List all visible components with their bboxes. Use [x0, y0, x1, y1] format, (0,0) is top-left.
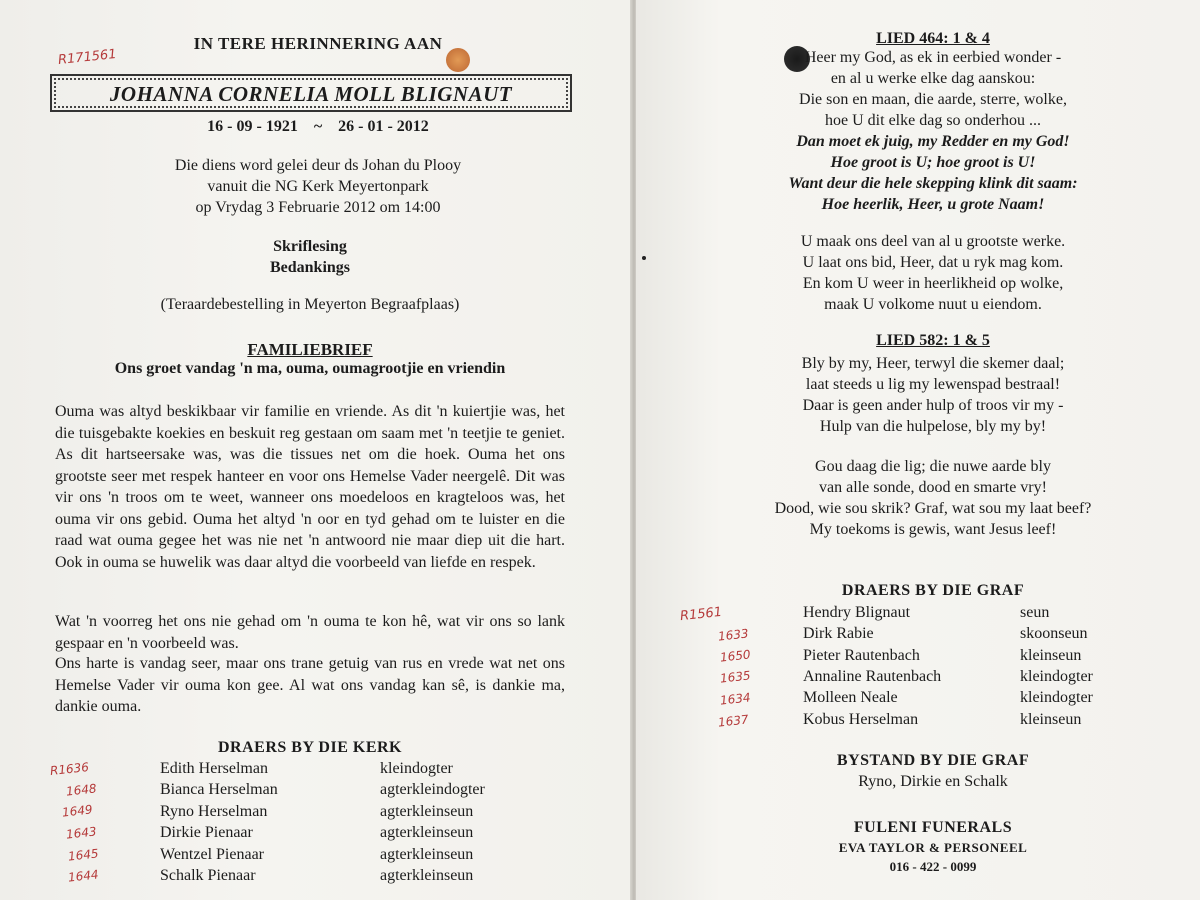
hymn-line: Daar is geen ander hulp of troos vir my - — [802, 397, 1064, 414]
hymn1-chorus — [636, 131, 1200, 215]
hymn-line: En kom U weer in heerlikheid op wolke, — [802, 275, 1064, 292]
program-list — [0, 236, 620, 278]
bearer-note: 1648 — [65, 781, 98, 799]
service-line: Die diens word gelei deur ds Johan du Plooy — [174, 157, 462, 174]
letter-paragraph: Wat 'n voorreg het ons nie gehad om 'n ouma te kon hê, wat vir ons so lank gespaar en 'n voorbeeld was. — [55, 613, 565, 652]
bearer-note: 1649 — [61, 802, 94, 820]
hymn-line: van alle sonde, dood en smarte vry! — [819, 479, 1047, 496]
bearer-name: Wentzel Pienaar — [160, 846, 264, 863]
bearer-note: 1643 — [65, 824, 98, 842]
bearer-note: 1637 — [717, 712, 750, 730]
letter-paragraph: Ons harte is vandag seer, maar ons trane getuig van rus en vrede wat net ons Hemelse Vader vir ouma kon gee. Al wat ons vandag kan sê, is dankie ma, dankie ouma. — [55, 655, 565, 715]
bearer-relation: kleinseun — [1020, 647, 1082, 664]
hymn-line: Gou daag die lig; die nuwe aarde bly — [815, 458, 1051, 475]
funeral-home-name: FULENI FUNERALS — [853, 819, 1013, 836]
letter-title: FAMILIEBRIEF — [247, 340, 373, 359]
bearer-relation: agterkleinseun — [380, 867, 474, 884]
bearer-name: Schalk Pienaar — [160, 867, 256, 884]
memorial-heading: IN TERE HERINNERING AAN — [193, 34, 443, 53]
bearer-name: Pieter Rautenbach — [803, 647, 920, 664]
hymn-line: U laat ons bid, Heer, dat u ryk mag kom. — [802, 254, 1064, 271]
life-dates: 16 - 09 - 1921 ~ 26 - 01 - 2012 — [207, 118, 429, 135]
punch-hole-icon — [446, 48, 470, 72]
bearer-note: R1561 — [679, 604, 723, 625]
burial-note: (Teraardebestelling in Meyerton Begraafplaas) — [160, 296, 460, 313]
bearer-relation: kleindogter — [1020, 689, 1093, 706]
bearer-name: Annaline Rautenbach — [803, 668, 942, 685]
deceased-name: JOHANNA CORNELIA MOLL BLIGNAUT — [54, 78, 568, 108]
hymn-line: maak U volkome nuut u eiendom. — [824, 296, 1042, 313]
bearer-note: 1645 — [67, 846, 100, 864]
bystand-title: BYSTAND BY DIE GRAF — [836, 752, 1030, 769]
name-frame — [50, 74, 572, 112]
program-item: Bedankings — [269, 259, 351, 276]
hymn-line: Dan moet ek juig, my Redder en my God! — [796, 133, 1070, 150]
hymn-line: Hoe groot is U; hoe groot is U! — [830, 154, 1036, 171]
bearer-name: Kobus Herselman — [803, 711, 919, 728]
funeral-staff: EVA TAYLOR & PERSONEEL — [838, 840, 1028, 855]
bearer-note: 1650 — [719, 647, 752, 665]
hymn-line: Hoe heerlik, Heer, u grote Naam! — [821, 196, 1045, 213]
service-info — [0, 155, 636, 218]
church-bearers-title: DRAERS BY DIE KERK — [218, 739, 402, 756]
service-line: vanuit die NG Kerk Meyertonpark — [207, 178, 429, 195]
bearer-note: 1633 — [717, 626, 750, 644]
hymn-line: Hulp van die hulpelose, bly my by! — [819, 418, 1047, 435]
bearer-relation: kleindogter — [380, 760, 453, 777]
bearer-name: Molleen Neale — [803, 689, 898, 706]
bearer-relation: kleinseun — [1020, 711, 1082, 728]
hymn-line: My toekoms is gewis, want Jesus leef! — [809, 521, 1057, 538]
hymn-line: Heer my God, as ek in eerbied wonder - — [804, 49, 1062, 66]
bearer-relation: kleindogter — [1020, 668, 1093, 685]
hymn-line: en al u werke elke dag aanskou: — [830, 70, 1036, 87]
bearer-note: 1644 — [67, 867, 100, 885]
bearer-relation: seun — [1020, 604, 1050, 621]
hymn-line: Bly by my, Heer, terwyl die skemer daal; — [801, 355, 1065, 372]
hymn-line: Die son en maan, die aarde, sterre, wolke, — [799, 91, 1067, 108]
bearer-relation: agterkleinseun — [380, 803, 474, 820]
bearer-name: Dirk Rabie — [803, 625, 874, 642]
bearer-name: Bianca Herselman — [160, 781, 278, 798]
bearer-relation: skoonseun — [1020, 625, 1088, 642]
letter-subtitle: Ons groet vandag 'n ma, ouma, oumagrootjie en vriendin — [114, 360, 506, 377]
program-item: Skriflesing — [273, 238, 347, 255]
bearer-relation: agterkleinseun — [380, 824, 474, 841]
bearer-name: Hendry Blignaut — [803, 604, 911, 621]
letter-paragraph: Ouma was altyd beskikbaar vir familie en vriende. As dit 'n kuiertjie was, het die tuisgebakte koekies en beskuit reg gestaan om saam met 'n teetjie te geniet. As dit hartseersake was, was die tissues net om die hoek. Ouma het ons grootste seer met respek hanteer en voor ons Hemelse Vader neergelê. Dit was vir ons 'n troos om te weet, wanneer ons moedeloos en kragteloos was, het ouma vir ons gebid. Ouma het altyd 'n oor en tyd gehad om te luister en die raad wat ouma gegee het was nie net 'n antwoord nie maar diep uit die hart. Ook in ouma se huwelik was daar altyd die voorbeeld van liefde en respek. — [55, 403, 565, 571]
bearer-note: 1634 — [719, 690, 752, 708]
hymn1-verse1 — [636, 47, 1200, 131]
right-page — [636, 0, 1200, 900]
bearer-relation: agterkleinseun — [380, 846, 474, 863]
bearer-note: 1635 — [719, 668, 752, 686]
grave-bearers-title: DRAERS BY DIE GRAF — [841, 582, 1025, 599]
bearer-name: Ryno Herselman — [160, 803, 268, 820]
bearer-name: Dirkie Pienaar — [160, 824, 253, 841]
bystand-names: Ryno, Dirkie en Schalk — [858, 773, 1008, 790]
hymn-line: Want deur die hele skepping klink dit saam: — [788, 175, 1078, 192]
service-line: op Vrydag 3 Februarie 2012 om 14:00 — [195, 199, 441, 216]
funeral-phone: 016 - 422 - 0099 — [889, 859, 977, 874]
hymn2-verse2 — [636, 456, 1200, 540]
hymn1-title: LIED 464: 1 & 4 — [876, 30, 990, 47]
hymn-line: laat steeds u lig my lewenspad bestraal! — [805, 376, 1061, 393]
hymn2-title: LIED 582: 1 & 5 — [876, 332, 990, 349]
hymn-line: hoe U dit elke dag so onderhou ... — [825, 112, 1041, 129]
hymn-line: U maak ons deel van al u grootste werke. — [800, 233, 1066, 250]
bearer-relation: agterkleindogter — [380, 781, 485, 798]
margin-note: R171561 — [57, 46, 118, 69]
hymn-line: Dood, wie sou skrik? Graf, wat sou my laat beef? — [774, 500, 1092, 517]
hymn2-verse1 — [636, 353, 1200, 437]
bearer-name: Edith Herselman — [160, 760, 268, 777]
bearer-note: R1636 — [49, 760, 90, 778]
hymn1-verse2 — [636, 231, 1200, 315]
